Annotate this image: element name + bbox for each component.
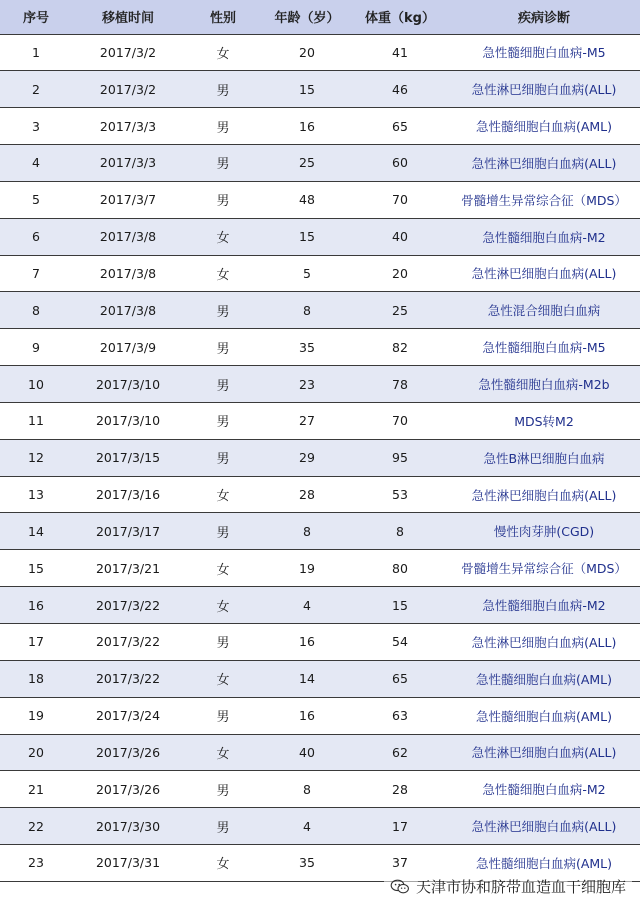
watermark-text: 天津市协和脐带血造血干细胞库 [415,878,626,896]
cell-transplant-date: 2017/3/10 [72,402,184,439]
cell-weight: 95 [352,439,448,476]
header-diagnosis: 疾病诊断 [517,11,570,27]
cell-weight: 60 [352,145,448,182]
cell-index: 4 [0,145,72,182]
cell-diagnosis: 骨髓增生异常综合征（MDS） [448,181,640,218]
cell-sex: 女 [184,550,262,587]
cell-index: 12 [0,439,72,476]
cell-sex: 男 [184,71,262,108]
cell-diagnosis: 急性髓细胞白血病-M2 [448,587,640,624]
cell-transplant-date: 2017/3/8 [72,292,184,329]
cell-weight: 65 [352,660,448,697]
table-row [0,660,640,697]
cell-weight: 28 [352,771,448,808]
cell-transplant-date: 2017/3/3 [72,108,184,145]
cell-diagnosis: 急性淋巴细胞白血病(ALL) [448,255,640,292]
cell-age: 14 [262,660,352,697]
table-row [0,71,640,108]
cell-weight: 25 [352,292,448,329]
cell-sex: 女 [184,587,262,624]
cell-weight: 41 [352,34,448,71]
cell-transplant-date: 2017/3/3 [72,145,184,182]
table-row [0,808,640,845]
cell-weight: 17 [352,808,448,845]
cell-age: 15 [262,71,352,108]
cell-transplant-date: 2017/3/22 [72,660,184,697]
cell-diagnosis: 慢性肉芽肿(CGD) [448,513,640,550]
cell-sex: 女 [184,34,262,71]
cell-index: 23 [0,845,72,882]
cell-age: 25 [262,145,352,182]
header-row [0,0,640,34]
cell-weight: 46 [352,71,448,108]
header-sex: 性别 [209,11,236,27]
cell-weight: 82 [352,329,448,366]
cell-sex: 男 [184,808,262,845]
cell-transplant-date: 2017/3/17 [72,513,184,550]
cell-age: 16 [262,108,352,145]
cell-sex: 女 [184,660,262,697]
cell-index: 19 [0,697,72,734]
header-weight: 体重（kg） [365,11,435,27]
cell-sex: 女 [184,218,262,255]
cell-diagnosis: 急性淋巴细胞白血病(ALL) [448,71,640,108]
cell-age: 40 [262,734,352,771]
table-body [0,34,640,881]
cell-weight: 62 [352,734,448,771]
cell-age: 4 [262,587,352,624]
cell-sex: 男 [184,181,262,218]
cell-index: 6 [0,218,72,255]
table-header [0,0,640,34]
cell-weight: 78 [352,366,448,403]
cell-age: 4 [262,808,352,845]
cell-transplant-date: 2017/3/8 [72,218,184,255]
cell-sex: 男 [184,402,262,439]
cell-sex: 女 [184,845,262,882]
cell-transplant-date: 2017/3/22 [72,624,184,661]
cell-diagnosis: 急性髓细胞白血病-M2 [448,218,640,255]
cell-age: 29 [262,439,352,476]
cell-transplant-date: 2017/3/9 [72,329,184,366]
cell-sex: 男 [184,513,262,550]
cell-weight: 15 [352,587,448,624]
table-row [0,292,640,329]
cell-transplant-date: 2017/3/16 [72,476,184,513]
cell-index: 9 [0,329,72,366]
cell-age: 8 [262,513,352,550]
cell-age: 5 [262,255,352,292]
cell-weight: 8 [352,513,448,550]
cell-age: 8 [262,771,352,808]
table-row [0,402,640,439]
cell-diagnosis: 急性淋巴细胞白血病(ALL) [448,476,640,513]
cell-age: 23 [262,366,352,403]
cell-sex: 女 [184,476,262,513]
cell-age: 20 [262,34,352,71]
cell-transplant-date: 2017/3/7 [72,181,184,218]
cell-index: 22 [0,808,72,845]
cell-weight: 54 [352,624,448,661]
cell-transplant-date: 2017/3/22 [72,587,184,624]
cell-diagnosis: 急性淋巴细胞白血病(ALL) [448,808,640,845]
cell-age: 48 [262,181,352,218]
cell-age: 15 [262,218,352,255]
cell-weight: 65 [352,108,448,145]
cell-age: 16 [262,624,352,661]
table-row [0,439,640,476]
cell-transplant-date: 2017/3/24 [72,697,184,734]
cell-index: 10 [0,366,72,403]
cell-index: 11 [0,402,72,439]
header-transplant-date: 移植时间 [101,11,154,27]
cell-age: 35 [262,329,352,366]
cell-diagnosis: 急性淋巴细胞白血病(ALL) [448,624,640,661]
watermark [384,874,632,899]
cell-index: 7 [0,255,72,292]
table-row [0,550,640,587]
cell-weight: 80 [352,550,448,587]
cell-index: 16 [0,587,72,624]
table-row [0,587,640,624]
cell-age: 27 [262,402,352,439]
cell-age: 19 [262,550,352,587]
cell-diagnosis: 急性髓细胞白血病(AML) [448,697,640,734]
cell-sex: 男 [184,366,262,403]
cell-weight: 70 [352,181,448,218]
table-row [0,255,640,292]
cell-diagnosis: 急性混合细胞白血病 [448,292,640,329]
cell-sex: 男 [184,771,262,808]
table-row [0,771,640,808]
header-index: 序号 [22,11,49,27]
cell-transplant-date: 2017/3/21 [72,550,184,587]
table-row [0,34,640,71]
cell-index: 17 [0,624,72,661]
table-row [0,476,640,513]
cell-transplant-date: 2017/3/2 [72,34,184,71]
cell-index: 5 [0,181,72,218]
cell-age: 28 [262,476,352,513]
cell-age: 35 [262,845,352,882]
table-row [0,513,640,550]
cell-sex: 男 [184,292,262,329]
table-row [0,329,640,366]
cell-weight: 40 [352,218,448,255]
table-row [0,108,640,145]
cell-diagnosis: 骨髓增生异常综合征（MDS） [448,550,640,587]
wechat-icon [390,879,410,895]
cell-index: 14 [0,513,72,550]
cell-diagnosis: 急性髓细胞白血病-M2b [448,366,640,403]
table-row [0,181,640,218]
table-row [0,218,640,255]
cell-index: 3 [0,108,72,145]
cell-weight: 37 [352,845,448,882]
cell-transplant-date: 2017/3/2 [72,71,184,108]
cell-diagnosis: 急性髓细胞白血病(AML) [448,845,640,882]
cell-index: 13 [0,476,72,513]
cell-diagnosis: MDS转M2 [448,402,640,439]
cell-diagnosis: 急性B淋巴细胞白血病 [448,439,640,476]
cell-transplant-date: 2017/3/30 [72,808,184,845]
cell-index: 15 [0,550,72,587]
cell-diagnosis: 急性淋巴细胞白血病(ALL) [448,734,640,771]
cell-sex: 男 [184,329,262,366]
cell-diagnosis: 急性髓细胞白血病-M2 [448,771,640,808]
cell-index: 2 [0,71,72,108]
cell-transplant-date: 2017/3/31 [72,845,184,882]
cell-transplant-date: 2017/3/8 [72,255,184,292]
cell-sex: 男 [184,697,262,734]
table-row [0,624,640,661]
cell-weight: 63 [352,697,448,734]
cell-index: 18 [0,660,72,697]
table-row [0,145,640,182]
cell-index: 8 [0,292,72,329]
table-row [0,366,640,403]
cell-index: 20 [0,734,72,771]
cell-sex: 男 [184,108,262,145]
cell-sex: 女 [184,255,262,292]
cell-age: 16 [262,697,352,734]
cell-transplant-date: 2017/3/10 [72,366,184,403]
cell-weight: 53 [352,476,448,513]
table-row [0,697,640,734]
cell-sex: 男 [184,624,262,661]
table-row [0,734,640,771]
cell-diagnosis: 急性淋巴细胞白血病(ALL) [448,145,640,182]
cell-sex: 男 [184,145,262,182]
cell-index: 1 [0,34,72,71]
cell-diagnosis: 急性髓细胞白血病-M5 [448,329,640,366]
cell-weight: 20 [352,255,448,292]
cell-sex: 女 [184,734,262,771]
cell-transplant-date: 2017/3/26 [72,771,184,808]
cell-diagnosis: 急性髓细胞白血病(AML) [448,660,640,697]
cell-weight: 70 [352,402,448,439]
cell-sex: 男 [184,439,262,476]
cell-age: 8 [262,292,352,329]
cell-index: 21 [0,771,72,808]
cell-diagnosis: 急性髓细胞白血病-M5 [448,34,640,71]
cell-transplant-date: 2017/3/26 [72,734,184,771]
cell-diagnosis: 急性髓细胞白血病(AML) [448,108,640,145]
cell-transplant-date: 2017/3/15 [72,439,184,476]
header-age: 年龄（岁） [274,11,340,27]
